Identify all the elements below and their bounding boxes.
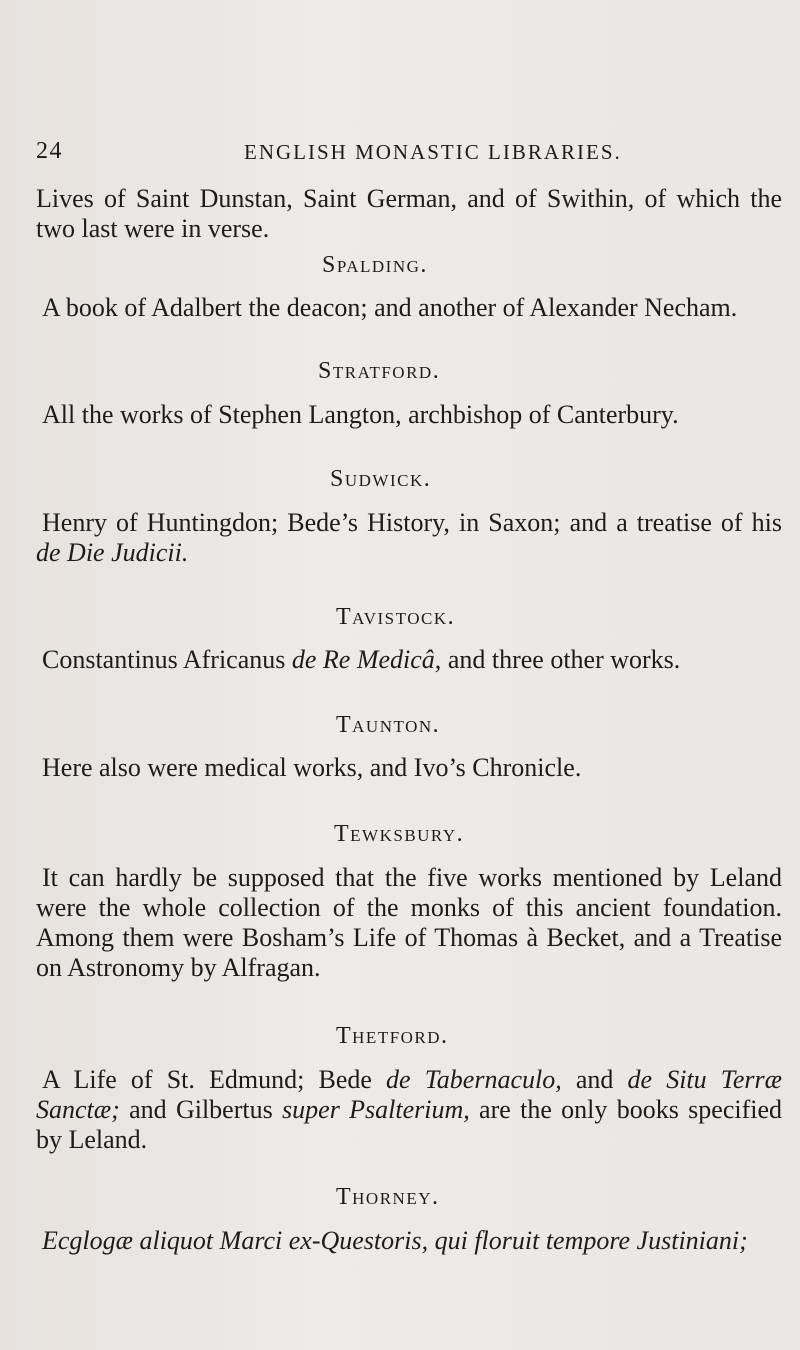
running-title: ENGLISH MONASTIC LIBRARIES.: [244, 140, 622, 164]
text-span: A book of Adalbert the deacon; and another of Alexander Necham.: [42, 293, 738, 322]
text-span: A Life of St. Edmund; Bede: [42, 1065, 387, 1094]
section-heading-thorney: Thorney.: [336, 1184, 440, 1210]
text-span: All the works of Stephen Langton, archbishop of Canterbury.: [42, 400, 679, 429]
paragraph-spalding: [36, 293, 782, 323]
section-heading-thetford: Thetford.: [336, 1023, 449, 1049]
italic-span: de Die Judicii.: [36, 538, 189, 567]
italic-span: de Situ Terræ Sanctæ;: [36, 1065, 782, 1124]
section-heading-spalding: Spalding.: [322, 252, 428, 278]
italic-span: de Re Medicâ,: [291, 645, 442, 674]
text-span: Lives of Saint Dunstan, Saint German, and of Swithin, of which the two last were in verse.: [36, 184, 782, 243]
text-span: are the only books specified by Leland.: [36, 1095, 783, 1154]
paragraph-taunton: [36, 753, 782, 783]
paragraph-dunstan: [36, 184, 782, 244]
text-span: Here also were medical works, and Ivo’s Chronicle.: [42, 753, 582, 782]
paragraph-thorney: [36, 1226, 782, 1256]
paragraph-tewksbury: [36, 863, 782, 983]
paragraph-thetford: [36, 1065, 782, 1155]
italic-span: Ecglogæ aliquot Marci ex-Questoris, qui floruit tempore Justiniani;: [42, 1226, 748, 1255]
section-heading-tavistock: Tavistock.: [336, 604, 456, 630]
text-span: and: [561, 1065, 628, 1094]
running-head: [36, 138, 770, 168]
section-heading-taunton: Taunton.: [336, 712, 441, 738]
text-span: Henry of Huntingdon; Bede’s History, in Saxon; and a treatise of his: [42, 508, 782, 537]
paragraph-stratford: [36, 400, 782, 430]
section-heading-stratford: Stratford.: [318, 358, 441, 384]
text-span: It can hardly be supposed that the five works mentioned by Leland were the whole collection of the monks of this ancient foundation. Among them were Bosham’s Life of Thomas à Becket, and a Treatise on Astronomy by Alfragan.: [36, 863, 782, 982]
paragraph-tavistock: [36, 645, 782, 675]
page-number: 24: [36, 138, 63, 164]
section-heading-tewksbury: Tewksbury.: [334, 821, 465, 847]
italic-span: de Tabernaculo,: [386, 1065, 562, 1094]
text-span: and Gilbertus: [119, 1095, 283, 1124]
text-span: Constantinus Africanus: [42, 645, 292, 674]
italic-span: super Psalterium,: [282, 1095, 470, 1124]
text-span: and three other works.: [441, 645, 681, 674]
section-heading-sudwick: Sudwick.: [330, 466, 432, 492]
paragraph-sudwick: [36, 508, 782, 568]
